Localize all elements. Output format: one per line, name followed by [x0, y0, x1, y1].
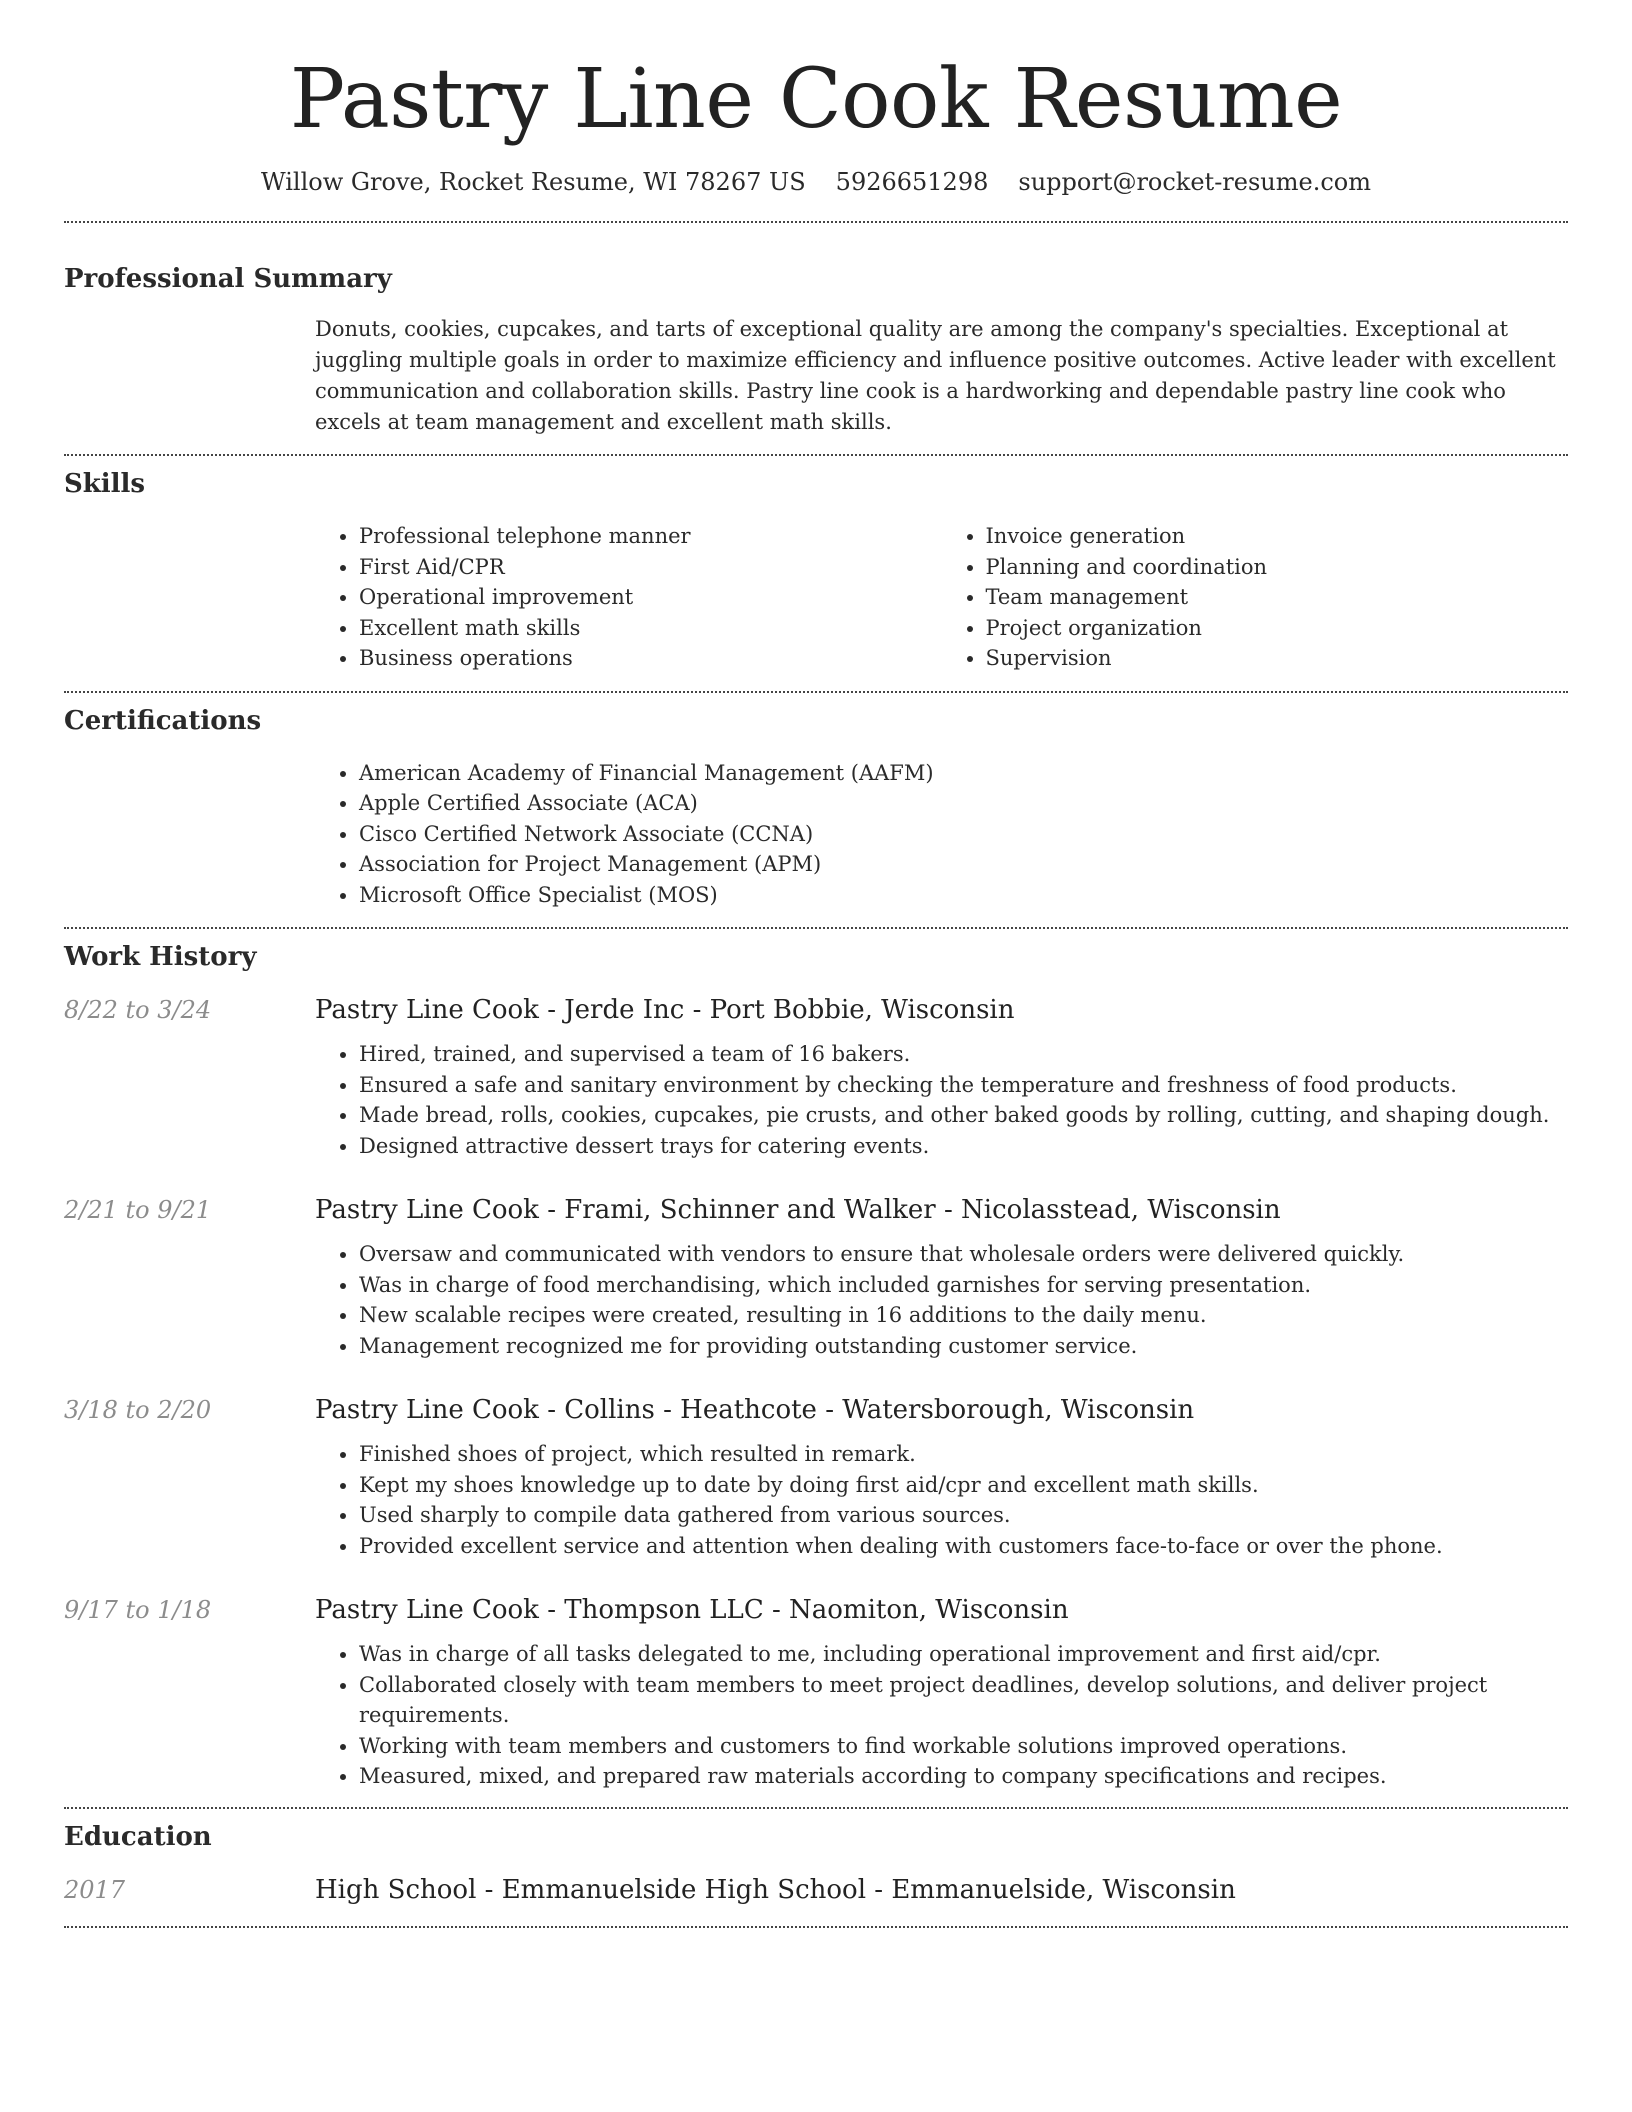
job-bullet: • Made bread, rolls, cookies, cupcakes, pie crusts, and other baked goods by rolling, cutting, and shaping dough. [359, 1100, 1568, 1131]
skill-item: • Project organization [986, 613, 1569, 644]
education-entry [64, 1875, 1568, 1905]
certifications-list [315, 758, 1568, 911]
certification-item: • Cisco Certified Network Associate (CCNA) [359, 819, 1568, 850]
education-title: High School - Emmanuelside High School - Emmanuelside, Wisconsin [315, 1874, 1236, 1905]
job-bullet: • Management recognized me for providing outstanding customer service. [359, 1331, 1568, 1362]
section-heading-work: Work History [64, 942, 257, 972]
summary-text: Donuts, cookies, cupcakes, and tarts of exceptional quality are among the company's specialties. Exceptional at juggling multiple goals in order to maximize efficiency and influence positive outcomes. Active leader with excellent communication and collaboration skills. Pastry line cook is a hardworking and dependable pastry line cook who excels at team management and excellent math skills. [315, 317, 1556, 434]
contact-email[interactable]: support@rocket-resume.com [1018, 168, 1371, 196]
job-bullet: • Provided excellent service and attention when dealing with customers face-to-face or over the phone. [359, 1531, 1568, 1562]
job-date: 3/18 to 2/20 [64, 1396, 212, 1424]
job-date: 2/21 to 9/21 [64, 1196, 212, 1224]
section-heading-skills: Skills [64, 469, 146, 499]
job-bullet: • Working with team members and customers to find workable solutions improved operations. [359, 1731, 1568, 1762]
section-heading-summary: Professional Summary [64, 264, 392, 294]
skill-item: • Business operations [359, 643, 942, 674]
section-divider [64, 221, 1568, 223]
skill-item: • Team management [986, 582, 1569, 613]
section-divider [64, 1807, 1568, 1809]
skills-list-left [315, 521, 942, 674]
job-header [64, 995, 1568, 1025]
contact-phone: 5926651298 [835, 168, 989, 196]
job-header [64, 1595, 1568, 1625]
job-date: 9/17 to 1/18 [64, 1596, 212, 1624]
job-title: Pastry Line Cook - Jerde Inc - Port Bobbie, Wisconsin [315, 995, 1015, 1025]
job-bullet: • New scalable recipes were created, resulting in 16 additions to the daily menu. [359, 1300, 1568, 1331]
job-title: Pastry Line Cook - Thompson LLC - Naomiton, Wisconsin [315, 1595, 1069, 1625]
job-date: 8/22 to 3/24 [64, 996, 212, 1024]
job-bullet: • Finished shoes of project, which resulted in remark. [359, 1439, 1568, 1470]
resume-page [64, 0, 1568, 1928]
skill-item: • Operational improvement [359, 582, 942, 613]
job-header [64, 1395, 1568, 1425]
certification-item: • Microsoft Office Specialist (MOS) [359, 880, 1568, 911]
section-heading-certifications: Certifications [64, 705, 262, 736]
job-bullet: • Oversaw and communicated with vendors to ensure that wholesale orders were delivered quickly. [359, 1239, 1568, 1270]
skill-item: • Excellent math skills [359, 613, 942, 644]
job-title: Pastry Line Cook - Collins - Heathcote - Watersborough, Wisconsin [315, 1395, 1195, 1425]
certifications-block [315, 758, 1568, 911]
resume-title: Pastry Line Cook Resume [289, 52, 1343, 147]
job-bullet-list [315, 1439, 1568, 1561]
certification-item: • Apple Certified Associate (ACA) [359, 788, 1568, 819]
section-heading-education: Education [64, 1821, 212, 1852]
job-bullet: • Hired, trained, and supervised a team of 16 bakers. [359, 1039, 1568, 1070]
job-bullet: • Used sharply to compile data gathered from various sources. [359, 1500, 1568, 1531]
job-bullet: • Designed attractive dessert trays for catering events. [359, 1131, 1568, 1162]
job-bullets [315, 1239, 1568, 1361]
skills-list-right [942, 521, 1569, 674]
certification-item: • American Academy of Financial Management (AAFM) [359, 758, 1568, 789]
skill-item: • Invoice generation [986, 521, 1569, 552]
skill-item: • Planning and coordination [986, 552, 1569, 583]
contact-line [64, 166, 1568, 198]
section-divider [64, 691, 1568, 693]
skills-columns [315, 521, 1568, 674]
section-divider [64, 927, 1568, 929]
job-bullet-list [315, 1039, 1568, 1161]
job-bullets [315, 1639, 1568, 1792]
job-bullet: • Measured, mixed, and prepared raw materials according to company specifications and recipes. [359, 1761, 1568, 1792]
job-bullet: • Ensured a safe and sanitary environment by checking the temperature and freshness of food products. [359, 1070, 1568, 1101]
job-bullet: • Kept my shoes knowledge up to date by doing first aid/cpr and excellent math skills. [359, 1470, 1568, 1501]
job-bullets [315, 1439, 1568, 1561]
job-bullet: • Was in charge of food merchandising, which included garnishes for serving presentation. [359, 1270, 1568, 1301]
section-divider [64, 454, 1568, 456]
job-bullet-list [315, 1639, 1568, 1792]
section-divider [64, 1926, 1568, 1928]
education-date: 2017 [64, 1875, 126, 1904]
certification-item: • Association for Project Management (APM) [359, 849, 1568, 880]
job-bullets [315, 1039, 1568, 1161]
skill-item: • Professional telephone manner [359, 521, 942, 552]
job-title: Pastry Line Cook - Frami, Schinner and Walker - Nicolasstead, Wisconsin [315, 1195, 1281, 1225]
job-header [64, 1195, 1568, 1225]
job-bullet-list [315, 1239, 1568, 1361]
job-bullet: • Collaborated closely with team members to meet project deadlines, develop solutions, and deliver project requirements. [359, 1670, 1568, 1731]
skill-item: • Supervision [986, 643, 1569, 674]
contact-address: Willow Grove, Rocket Resume, WI 78267 US [260, 168, 806, 196]
job-bullet: • Was in charge of all tasks delegated to me, including operational improvement and first aid/cpr. [359, 1639, 1568, 1670]
skill-item: • First Aid/CPR [359, 552, 942, 583]
